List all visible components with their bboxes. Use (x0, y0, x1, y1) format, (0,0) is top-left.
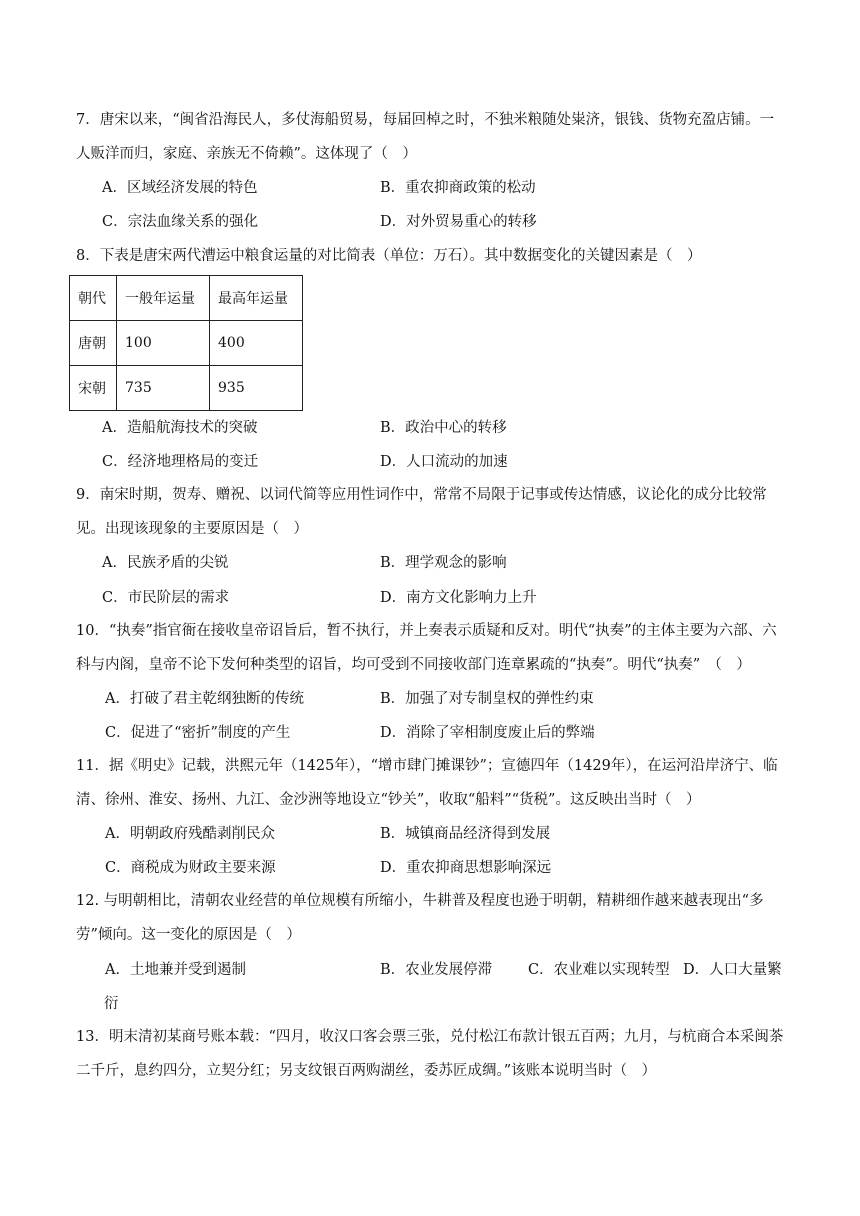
table-header-cell: 朝代 (70, 276, 117, 321)
table-cell: 935 (210, 366, 303, 411)
question-11-stem: 11．据《明史》记载，洪熙元年（1425年），“增市肆门摊课钞”；宣德四年（1429年），在运河沿岸济宁、临清、徐州、淮安、扬州、九江、金沙洲等地设立“钞关”，收取“船料”“货税”。这反映出当时（ ） (76, 758, 778, 808)
table-row (70, 321, 303, 366)
question-8-option-d: D．人口流动的加速 (380, 454, 508, 470)
table-cell: 100 (117, 321, 210, 366)
table-cell: 唐朝 (70, 321, 117, 366)
question-11-option-d: D．重农抑商思想影响深远 (380, 860, 552, 876)
table-row (70, 366, 303, 411)
question-13-stem: 13．明末清初某商号账本载：“四月，收汉口客会票三张，兑付松江布款计银五百两；九月，与杭商合本采闽茶二千斤，息约四分，立契分红；另支纹银百两购湖丝，委苏匠成绸。”该账本说明当时（ ） (76, 1029, 784, 1079)
question-8-option-b: B．政治中心的转移 (380, 420, 507, 436)
question-11-option-b: B．城镇商品经济得到发展 (380, 826, 551, 842)
grain-transport-table (69, 275, 303, 411)
question-12-option-d: D．人口大量繁 (683, 962, 782, 978)
question-9-option-c: C．市民阶层的需求 (102, 590, 230, 606)
question-12-option-b: B．农业发展停滞 (380, 962, 493, 978)
question-11-option-a: A．明朝政府残酷剥削民众 (105, 826, 275, 842)
question-10-option-b: B．加强了对专制皇权的弹性约束 (380, 691, 594, 707)
question-10-stem: 10．“执奏”指官衙在接收皇帝诏旨后，暂不执行，并上奏表示质疑和反对。明代“执奏”的主体主要为六部、六科与内阁，皇帝不论下发何种类型的诏旨，均可受到不同接收部门连章累疏的“执奏”。明代“执奏” （ ） (76, 623, 777, 673)
table-cell: 宋朝 (70, 366, 117, 411)
question-7-option-b: B．重农抑商政策的松动 (380, 180, 536, 196)
question-8-option-a: A．造船航海技术的突破 (102, 420, 258, 436)
question-12-option-a: A．土地兼并受到遏制 (105, 962, 246, 978)
question-7-option-a: A．区域经济发展的特色 (102, 180, 258, 196)
question-12-stem: 12. 与明朝相比，清朝农业经营的单位规模有所缩小，牛耕普及程度也逊于明朝，精耕细作越来越表现出“多劳”倾向。这一变化的原因是（ ） (76, 893, 764, 943)
question-9-option-b: B．理学观念的影响 (380, 555, 507, 571)
question-8-option-c: C．经济地理格局的变迁 (102, 454, 259, 470)
table-header-cell: 一般年运量 (117, 276, 210, 321)
table-header-cell: 最高年运量 (210, 276, 303, 321)
question-7-stem: 7．唐宋以来，“闽省沿海民人，多仗海船贸易，每届回棹之时，不独米粮随处粜济，银钱、货物充盈店铺。一人贩洋而归，家庭、亲族无不倚赖”。这体现了（ ） (76, 112, 775, 162)
table-header-row (70, 276, 303, 321)
question-10-option-d: D．消除了宰相制度废止后的弊端 (380, 725, 595, 741)
question-8-stem: 8．下表是唐宋两代漕运中粮食运量的对比简表（单位：万石）。其中数据变化的关键因素是（ ） (76, 248, 702, 264)
question-7-option-d: D．对外贸易重心的转移 (380, 214, 537, 230)
question-7-option-c: C．宗法血缘关系的强化 (102, 214, 259, 230)
question-12-option-c: C．农业难以实现转型 (528, 962, 670, 978)
table-cell: 400 (210, 321, 303, 366)
question-9-option-d: D．南方文化影响力上升 (380, 590, 537, 606)
question-10-option-a: A．打破了君主乾纲独断的传统 (105, 691, 304, 707)
question-9-option-a: A．民族矛盾的尖锐 (102, 555, 229, 571)
question-9-stem: 9．南宋时期，贺寿、赠祝、以词代简等应用性词作中，常常不局限于记事或传达情感，议论化的成分比较常见。出现该现象的主要原因是（ ） (76, 487, 767, 537)
question-11-option-c: C．商税成为财政主要来源 (105, 860, 276, 876)
question-10-option-c: C．促进了“密折”制度的产生 (105, 725, 291, 741)
question-12-option-d-continued: 衍 (104, 996, 119, 1012)
table-cell: 735 (117, 366, 210, 411)
